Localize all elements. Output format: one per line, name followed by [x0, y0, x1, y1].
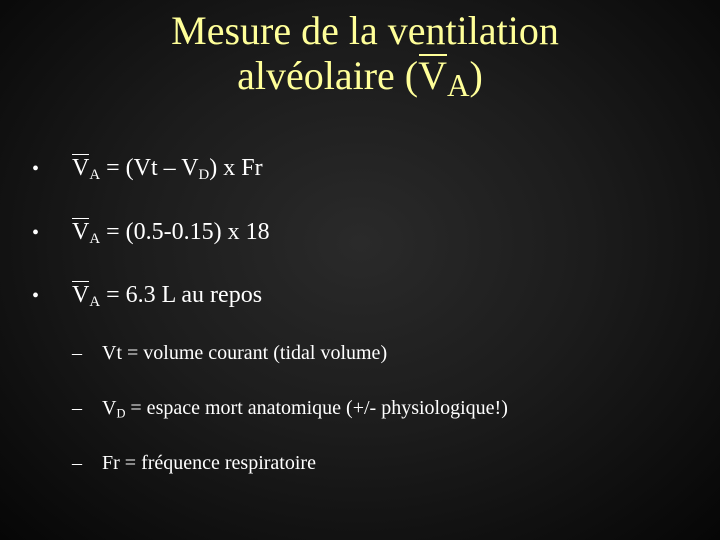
title-line-2: [0, 53, 720, 103]
subbullet-item-vt: [72, 341, 387, 365]
v-dot-symbol: V: [72, 282, 90, 308]
bullet-item-result: [32, 281, 262, 310]
subbullet-marker: –: [72, 342, 82, 364]
bullet-inner-subscript: D: [198, 167, 210, 184]
bullet-text: = (Vt – V: [100, 155, 199, 181]
subbullet-text-end: = espace mort anatomique (+/- physiologique!): [125, 397, 508, 419]
subbullet-marker: –: [72, 397, 82, 419]
subbullet-marker: –: [72, 452, 82, 474]
subbullet-item-vd: [72, 396, 508, 420]
bullet-marker: •: [32, 222, 40, 244]
v-dot-symbol: V: [418, 53, 448, 98]
subbullet-text: Fr = fréquence respiratoire: [102, 452, 316, 474]
title-prefix: alvéolaire (: [237, 53, 419, 98]
bullet-text: = (0.5-0.15) x 18: [100, 219, 270, 245]
bullet-item-formula: [32, 154, 263, 183]
subbullet-text: V: [102, 397, 117, 419]
title-line-1: Mesure de la ventilation: [171, 8, 559, 53]
v-dot-symbol: V: [72, 219, 90, 245]
bullet-subscript: A: [89, 231, 101, 248]
bullet-marker: •: [32, 158, 40, 180]
subbullet-subscript: D: [116, 406, 126, 421]
bullet-text: = 6.3 L au repos: [100, 282, 263, 308]
slide-title: [0, 8, 720, 103]
bullet-marker: •: [32, 285, 40, 307]
bullet-item-calculation: [32, 218, 270, 247]
bullet-subscript: A: [89, 167, 101, 184]
bullet-subscript: A: [89, 294, 101, 311]
subbullet-text: Vt = volume courant (tidal volume): [102, 342, 388, 364]
v-dot-symbol: V: [72, 155, 90, 181]
bullet-text-end: ) x Fr: [209, 155, 263, 181]
title-suffix: ): [469, 53, 483, 98]
title-subscript: A: [447, 67, 470, 103]
subbullet-item-fr: [72, 451, 316, 475]
